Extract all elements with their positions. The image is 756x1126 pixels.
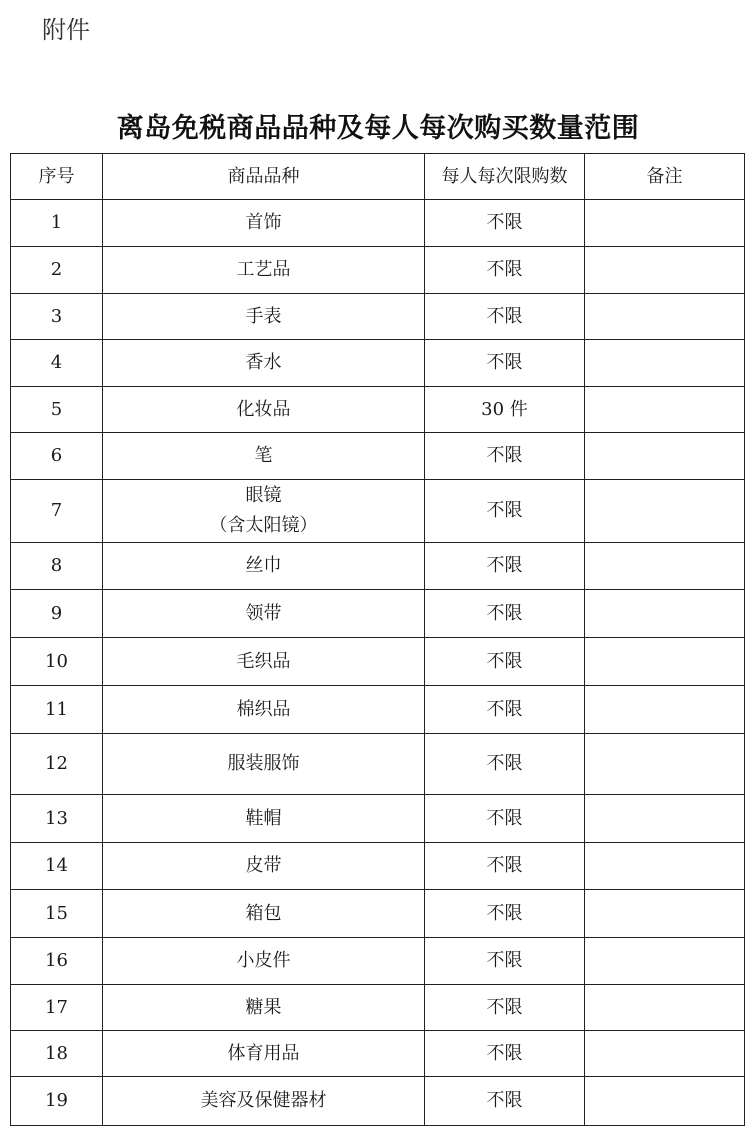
item-name: 美容及保健器材	[200, 1090, 327, 1111]
cell-item	[103, 480, 425, 543]
item-name: 鞋帽	[245, 807, 282, 829]
item-name: 糖果	[245, 996, 282, 1018]
table-row	[11, 1031, 745, 1077]
duty-free-table	[10, 153, 745, 1126]
cell-number: 14	[11, 843, 103, 890]
column-header-item: 商品品种	[103, 154, 425, 200]
cell-limit: 不限	[425, 890, 585, 938]
cell-limit: 30 件	[425, 387, 585, 433]
cell-number: 6	[11, 433, 103, 480]
item-name: 手表	[245, 305, 282, 327]
cell-item	[103, 686, 425, 734]
cell-item	[103, 843, 425, 890]
cell-note	[585, 1077, 745, 1126]
item-name: 棉织品	[236, 698, 291, 720]
cell-item	[103, 985, 425, 1031]
cell-item	[103, 294, 425, 340]
table-row	[11, 843, 745, 890]
cell-limit: 不限	[425, 843, 585, 890]
cell-limit: 不限	[425, 1077, 585, 1126]
cell-number: 8	[11, 543, 103, 590]
cell-number: 10	[11, 638, 103, 686]
item-name: 工艺品	[236, 259, 291, 280]
table-row	[11, 1077, 745, 1126]
item-name: 箱包	[245, 902, 282, 924]
table-row	[11, 340, 745, 387]
item-name: 皮带	[245, 855, 282, 876]
cell-number: 16	[11, 938, 103, 985]
table-row	[11, 294, 745, 340]
cell-item	[103, 1031, 425, 1077]
cell-note	[585, 795, 745, 843]
table-row	[11, 985, 745, 1031]
cell-note	[585, 1031, 745, 1077]
cell-limit: 不限	[425, 638, 585, 686]
item-name: 丝巾	[245, 555, 282, 576]
cell-limit: 不限	[425, 543, 585, 590]
item-name: 香水	[245, 352, 282, 373]
cell-limit: 不限	[425, 686, 585, 734]
table-row	[11, 938, 745, 985]
cell-number: 12	[11, 734, 103, 795]
cell-note	[585, 843, 745, 890]
table-row	[11, 433, 745, 480]
cell-number: 7	[11, 480, 103, 543]
cell-note	[585, 543, 745, 590]
cell-item	[103, 734, 425, 795]
cell-limit: 不限	[425, 200, 585, 247]
table-row	[11, 734, 745, 795]
item-name: 笔	[254, 445, 273, 466]
cell-note	[585, 686, 745, 734]
item-name: 化妆品	[236, 398, 291, 420]
item-name: 体育用品	[227, 1042, 300, 1064]
cell-number: 2	[11, 247, 103, 294]
cell-number: 4	[11, 340, 103, 387]
cell-number: 1	[11, 200, 103, 247]
item-name: 眼镜	[245, 485, 282, 506]
cell-number: 5	[11, 387, 103, 433]
cell-number: 3	[11, 294, 103, 340]
item-name: 小皮件	[236, 950, 291, 971]
cell-note	[585, 890, 745, 938]
document-title: 离岛免税商品品种及每人每次购买数量范围	[116, 113, 640, 144]
table-row	[11, 480, 745, 543]
cell-limit: 不限	[425, 247, 585, 294]
cell-note	[585, 985, 745, 1031]
table-row	[11, 686, 745, 734]
cell-limit: 不限	[425, 734, 585, 795]
item-name: 领带	[245, 602, 282, 624]
cell-item	[103, 247, 425, 294]
table-row	[11, 590, 745, 638]
cell-item	[103, 590, 425, 638]
table-row	[11, 387, 745, 433]
cell-item	[103, 387, 425, 433]
cell-item	[103, 433, 425, 480]
cell-number: 9	[11, 590, 103, 638]
cell-item	[103, 1077, 425, 1126]
item-note: （含太阳镜）	[209, 515, 318, 536]
item-name: 服装服饰	[227, 753, 300, 774]
cell-number: 17	[11, 985, 103, 1031]
cell-note	[585, 638, 745, 686]
cell-limit: 不限	[425, 1031, 585, 1077]
cell-item	[103, 795, 425, 843]
cell-number: 18	[11, 1031, 103, 1077]
item-name: 首饰	[245, 212, 282, 233]
table-row	[11, 638, 745, 686]
cell-note	[585, 938, 745, 985]
table-row	[11, 795, 745, 843]
column-header-limit: 每人每次限购数	[425, 154, 585, 200]
cell-limit: 不限	[425, 340, 585, 387]
cell-limit: 不限	[425, 985, 585, 1031]
table-row	[11, 890, 745, 938]
cell-note	[585, 294, 745, 340]
cell-note	[585, 340, 745, 387]
cell-note	[585, 200, 745, 247]
item-name: 毛织品	[236, 650, 291, 672]
table-row	[11, 200, 745, 247]
cell-note	[585, 590, 745, 638]
cell-note	[585, 247, 745, 294]
cell-limit: 不限	[425, 590, 585, 638]
cell-limit: 不限	[425, 294, 585, 340]
cell-limit: 不限	[425, 795, 585, 843]
column-header-note: 备注	[585, 154, 745, 200]
cell-item	[103, 200, 425, 247]
cell-note	[585, 480, 745, 543]
cell-note	[585, 433, 745, 480]
cell-number: 15	[11, 890, 103, 938]
cell-limit: 不限	[425, 938, 585, 985]
table-header-row	[11, 154, 745, 200]
cell-item	[103, 543, 425, 590]
cell-item	[103, 938, 425, 985]
cell-item	[103, 890, 425, 938]
cell-limit: 不限	[425, 480, 585, 543]
column-header-number: 序号	[11, 154, 103, 200]
cell-note	[585, 387, 745, 433]
table-row	[11, 543, 745, 590]
cell-item	[103, 638, 425, 686]
cell-item	[103, 340, 425, 387]
cell-note	[585, 734, 745, 795]
table-row	[11, 247, 745, 294]
cell-limit: 不限	[425, 433, 585, 480]
cell-number: 11	[11, 686, 103, 734]
cell-number: 19	[11, 1077, 103, 1126]
cell-number: 13	[11, 795, 103, 843]
attachment-label: 附件	[42, 16, 90, 44]
